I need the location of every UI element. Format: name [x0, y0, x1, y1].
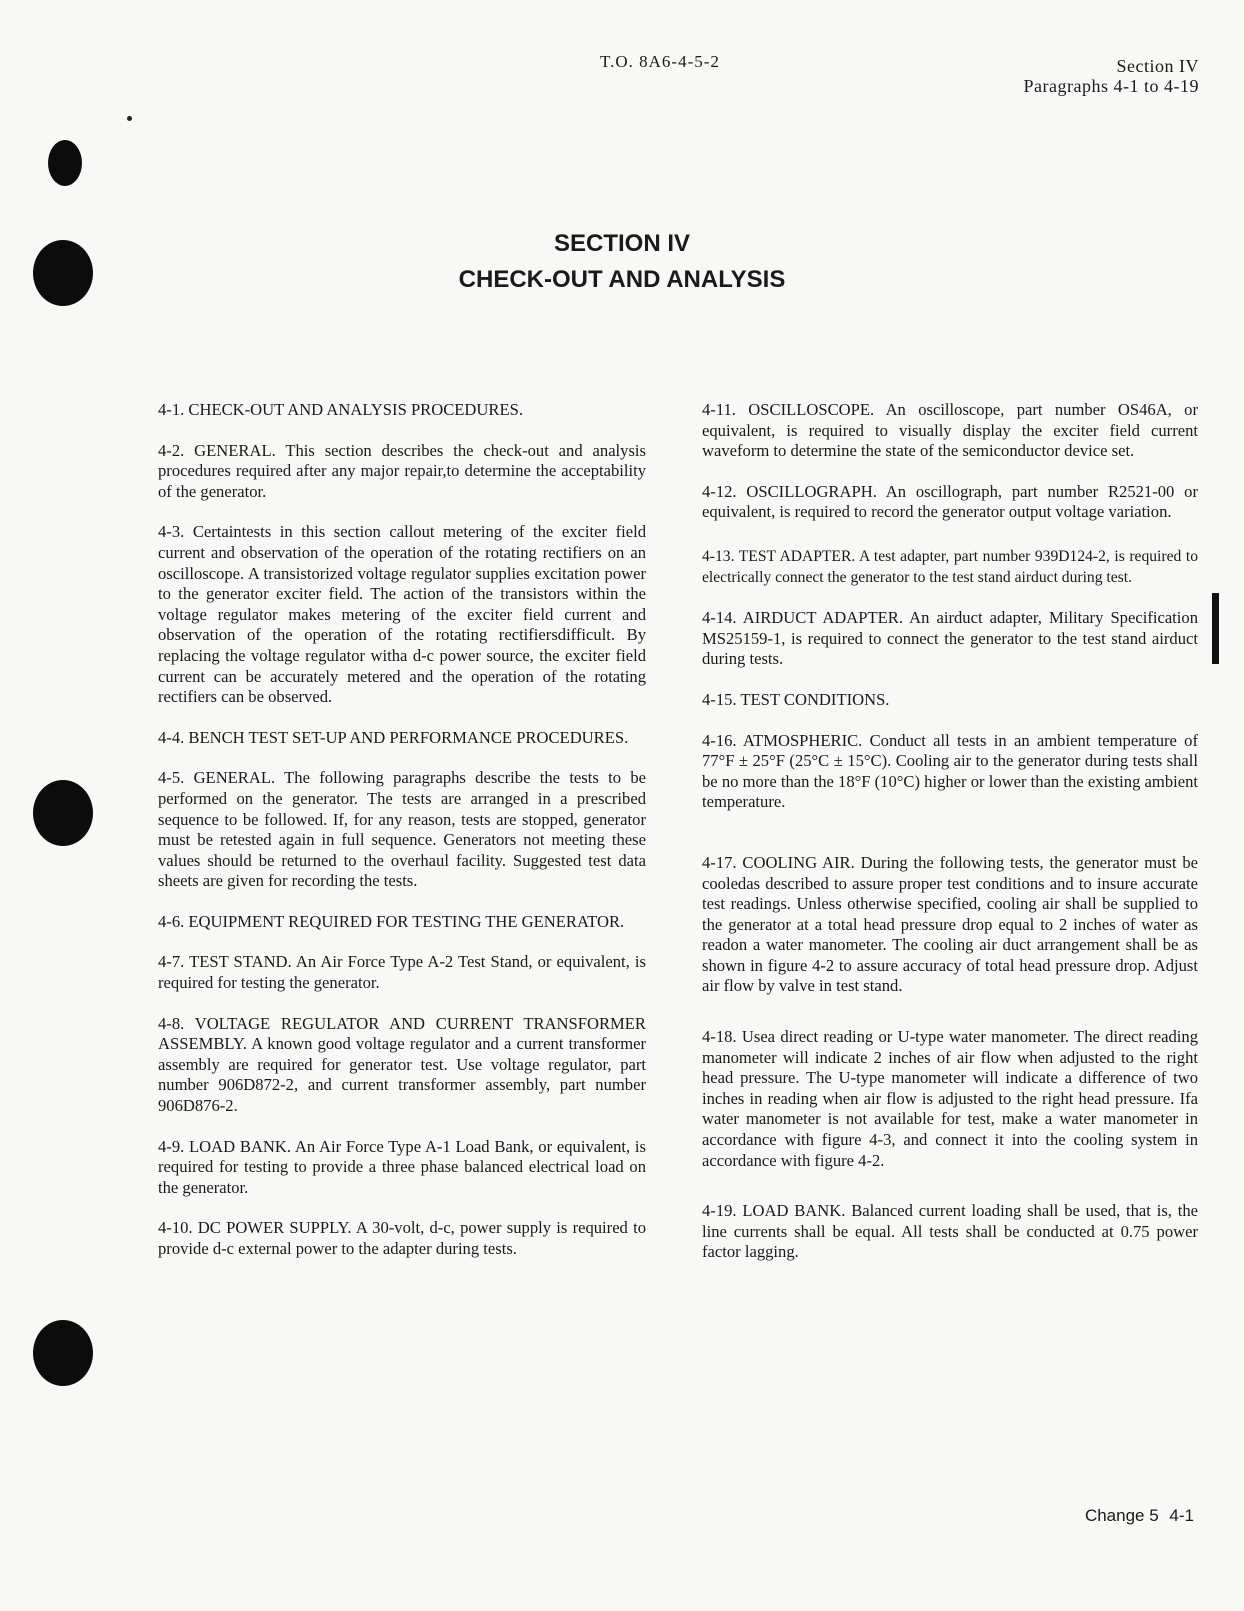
- paragraph-4-1: 4-1. CHECK-OUT AND ANALYSIS PROCEDURES.: [158, 400, 523, 419]
- page-number: 4-1: [1169, 1506, 1194, 1525]
- paragraph-4-5: 4-5. GENERAL. The following paragraphs describe the tests to be performed on the generator. The tests are arranged in a prescribed sequence to be followed. If, for any reason, tests are stopped, generator must be retested again in full sequence. Generators not meeting these values should be returned to the overhaul facility. Suggested test data sheets are given for recording the tests.: [158, 768, 646, 891]
- left-column: [158, 400, 646, 1280]
- paragraph-4-7: 4-7. TEST STAND. An Air Force Type A-2 Test Stand, or equivalent, is required for testing the generator.: [158, 952, 646, 993]
- section-title: SECTION IV: [553, 230, 691, 257]
- paragraph-4-6: 4-6. EQUIPMENT REQUIRED FOR TESTING THE GENERATOR.: [158, 911, 625, 931]
- binder-hole: [48, 140, 82, 186]
- paragraph-4-9: 4-9. LOAD BANK. An Air Force Type A-1 Load Bank, or equivalent, is required for testing to provide a three phase balanced electrical load on the generator.: [158, 1136, 646, 1197]
- binder-hole: [33, 1320, 93, 1386]
- technical-order-number: T.O. 8A6-4-5-2: [600, 52, 720, 71]
- paragraph-4-18: 4-18. Usea direct reading or U-type water manometer. The direct reading manometer will indicate 2 inches of air flow when adjusted to the right head pressure. The U-type manometer will indicate a difference of two inches in reading when air flow is adjusted to the right head pressure. Ifa water manometer is not available for test, make a water manometer in accordance with figure 4-3, and connect it into the cooling system in accordance with figure 4-2.: [702, 1027, 1198, 1170]
- paragraph-4-16: 4-16. ATMOSPHERIC. Conduct all tests in an ambient temperature of 77°F ± 25°F (25°C ± 15°C). Cooling air to the generator during tests shall be no more than the 18°F (10°C) higher or lower than the existing ambient temperature.: [702, 730, 1198, 812]
- page-footer: [1079, 1506, 1194, 1526]
- margin-dot: [127, 116, 132, 121]
- change-bar: [1212, 593, 1219, 664]
- paragraph-4-11: 4-11. OSCILLOSCOPE. An oscilloscope, part number OS46A, or equivalent, is required to visually display the exciter field current waveform to determine the state of the semiconductor device set.: [702, 400, 1198, 461]
- paragraph-4-4: 4-4. BENCH TEST SET-UP AND PERFORMANCE PROCEDURES.: [158, 727, 629, 747]
- paragraph-4-15: 4-15. TEST CONDITIONS.: [702, 689, 890, 709]
- binder-hole: [33, 780, 93, 846]
- section-header: [1024, 56, 1199, 96]
- paragraph-4-14: 4-14. AIRDUCT ADAPTER. An airduct adapter, Military Specification MS25159-1, is required to connect the generator to the test stand airduct during tests.: [702, 608, 1198, 669]
- paragraph-4-8: 4-8. VOLTAGE REGULATOR AND CURRENT TRANSFORMER ASSEMBLY. A known good voltage regulator and a current transformer assembly are required for generator test. Use voltage regulator, part number 906D872-2, and current transformer assembly, part number 906D876-2.: [158, 1013, 646, 1116]
- change-number: Change 5: [1084, 1506, 1159, 1525]
- right-column: [702, 400, 1198, 1283]
- section-subtitle: CHECK-OUT AND ANALYSIS: [458, 266, 786, 293]
- paragraph-4-10: 4-10. DC POWER SUPPLY. A 30-volt, d-c, power supply is required to provide d-c external power to the adapter during tests.: [158, 1218, 646, 1258]
- paragraph-4-12: 4-12. OSCILLOGRAPH. An oscillograph, part number R2521-00 or equivalent, is required to record the generator output voltage variation.: [702, 481, 1198, 522]
- section-label: Section IV: [1116, 56, 1199, 76]
- paragraphs-range: Paragraphs 4-1 to 4-19: [1023, 76, 1199, 96]
- paragraph-4-19: 4-19. LOAD BANK. Balanced current loading shall be used, that is, the line currents shall be equal. All tests shall be conducted at 0.75 power factor lagging.: [702, 1201, 1198, 1262]
- paragraph-4-17: 4-17. COOLING AIR. During the following tests, the generator must be cooledas described to assure proper test conditions and to insure accurate test readings. Unless otherwise specified, cooling air shall be supplied to the generator at a total head pressure drop equal to 2 inches of water as readon a water manometer. The cooling air duct arrangement shall be as shown in figure 4-2 to assure accuracy of total head pressure drop. Adjust air flow by valve in test stand.: [702, 852, 1198, 996]
- paragraph-4-13: 4-13. TEST ADAPTER. A test adapter, part number 939D124-2, is required to electrically connect the generator to the test stand airduct during test.: [702, 547, 1198, 586]
- paragraph-4-3: 4-3. Certaintests in this section callout metering of the exciter field current and observation of the operation of the rotating rectifiers on an oscilloscope. A transistorized voltage regulator supplies excitation power to the generator exciter field. The action of the transistors within the voltage regulator makes metering of the exciter field current and observation of the operation of the rotating rectifiersdifficult. By replacing the voltage regulator witha d-c power source, the exciter field current can be accurately metered and the operation of the rotating rectifiers can be observed.: [158, 522, 646, 707]
- paragraph-4-2: 4-2. GENERAL. This section describes the check-out and analysis procedures required after any major repair,to determine the acceptability of the generator.: [158, 440, 646, 501]
